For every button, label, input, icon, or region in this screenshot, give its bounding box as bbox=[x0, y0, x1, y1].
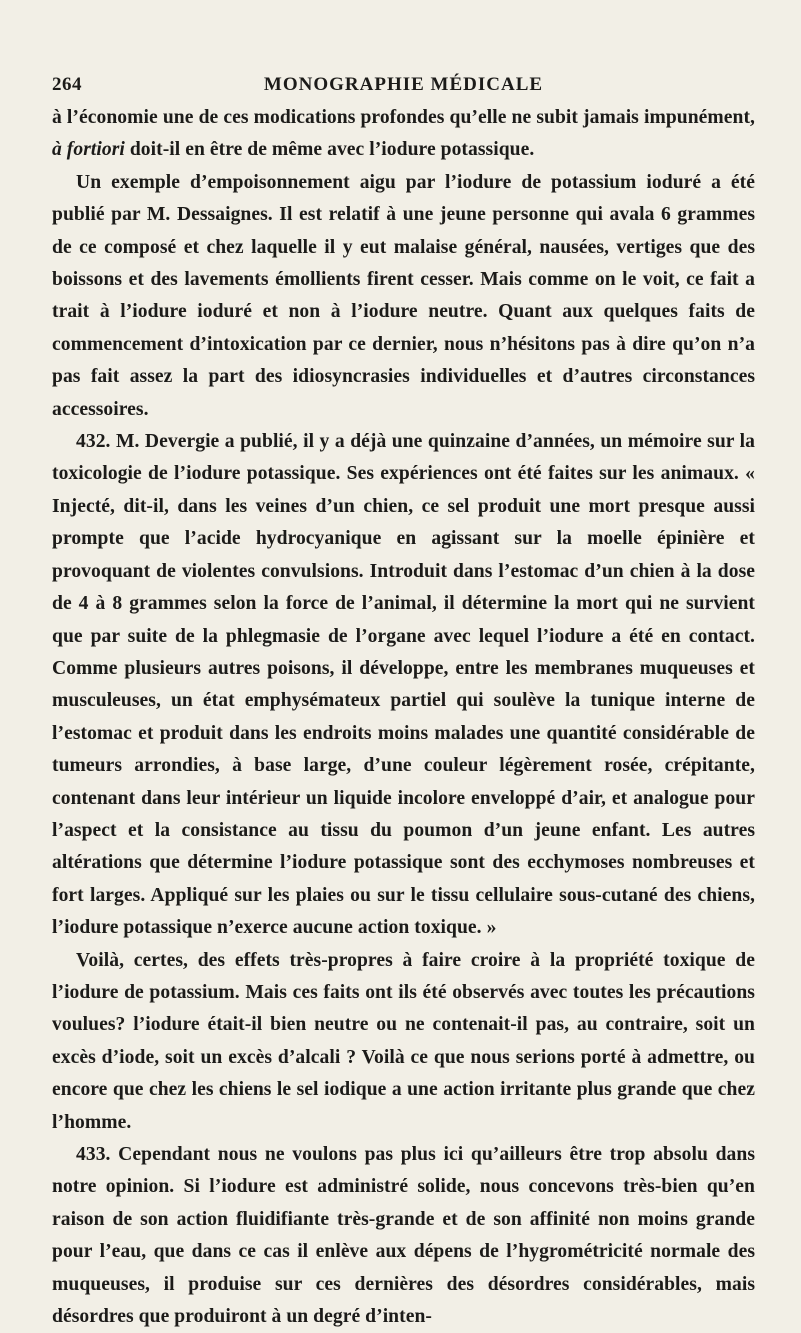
paragraph-continuation bbox=[52, 102, 755, 167]
paragraph-432: 432. M. Devergie a publié, il y a déjà une quinzaine d’années, un mémoire sur la toxicologie de l’iodure potassique. Ses expériences ont été faites sur les animaux. « Injecté, dit-il, dans les veines d’un chien, ce sel produit une mort presque aussi prompte que l’acide hydrocyanique en agissant sur la moelle épinière et provoquant de violentes convulsions. Introduit dans l’estomac d’un chien à la dose de 4 à 8 grammes selon la force de l’animal, il détermine la mort qui ne survient que par suite de la phlegmasie de l’organe avec lequel l’iodure a été en contact. Comme plusieurs autres poisons, il développe, entre les membranes muqueuses et musculeuses, un état emphysémateux partiel qui soulève la tunique interne de l’estomac et produit dans les endroits moins malades une quantité considérable de tumeurs arrondies, à base large, d’une couleur légèrement rosée, crépitante, contenant dans leur intérieur un liquide incolore enveloppé d’air, et analogue pour l’aspect et la consistance au tissu du poumon d’un jeune enfant. Les autres altérations que détermine l’iodure potassique sont des ecchymoses nombreuses et fort larges. Appliqué sur les plaies ou sur le tissu cellulaire sous-cutané des chiens, l’iodure potassique n’exerce aucune action toxique. » bbox=[52, 431, 755, 939]
running-title: MONOGRAPHIE MÉDICALE bbox=[263, 74, 544, 95]
paragraph-text: à l’économie une de ces modications profondes qu’elle ne subit jamais impunément, bbox=[52, 107, 755, 128]
page-number: 264 bbox=[52, 74, 82, 95]
paragraph-dessaignes: Un exemple d’empoisonnement aigu par l’iodure de potassium ioduré a été publié par M. Dessaignes. Il est relatif à une jeune personne qui avala 6 grammes de ce composé et chez laquelle il y eut malaise général, nausées, vertiges que des boissons et des lavements émollients firent cesser. Mais comme on le voit, ce fait a trait à l’iodure ioduré et non à l’iodure neutre. Quant aux quelques faits de commencement d’intoxication par ce dernier, nous n’hésitons pas à dire qu’on n’a pas fait assez la part des idiosyncrasies individuelles et d’autres circonstances accessoires. bbox=[52, 171, 755, 420]
body-text bbox=[52, 102, 755, 1333]
paragraph-text: doit-il en être de même avec l’iodure potassique. bbox=[124, 139, 535, 161]
italic-phrase: à fortiori bbox=[52, 139, 125, 161]
paragraph-433: 433. Cependant nous ne voulons pas plus ici qu’ailleurs être trop absolu dans notre opinion. Si l’iodure est administré solide, nous concevons très-bien qu’en raison de son action fluidifiante très-grande et de son affinité non moins grande pour l’eau, que dans ce cas il enlève aux dépens de l’hygrométricité normale des muqueuses, il produise sur ces dernières des désordres considérables, mais désordres que produiront à un degré d’inten- bbox=[52, 1144, 755, 1328]
running-head bbox=[52, 74, 755, 102]
paragraph-voila: Voilà, certes, des effets très-propres à faire croire à la propriété toxique de l’iodure de potassium. Mais ces faits ont ils été observés avec toutes les précautions voulues? l’iodure était-il bien neutre ou ne contenait-il pas, au contraire, soit un excès d’iode, soit un excès d’alcali ? Voilà ce que nous serions porté à admettre, ou encore que chez les chiens le sel iodique a une action irritante plus grande que chez l’homme. bbox=[52, 949, 755, 1133]
